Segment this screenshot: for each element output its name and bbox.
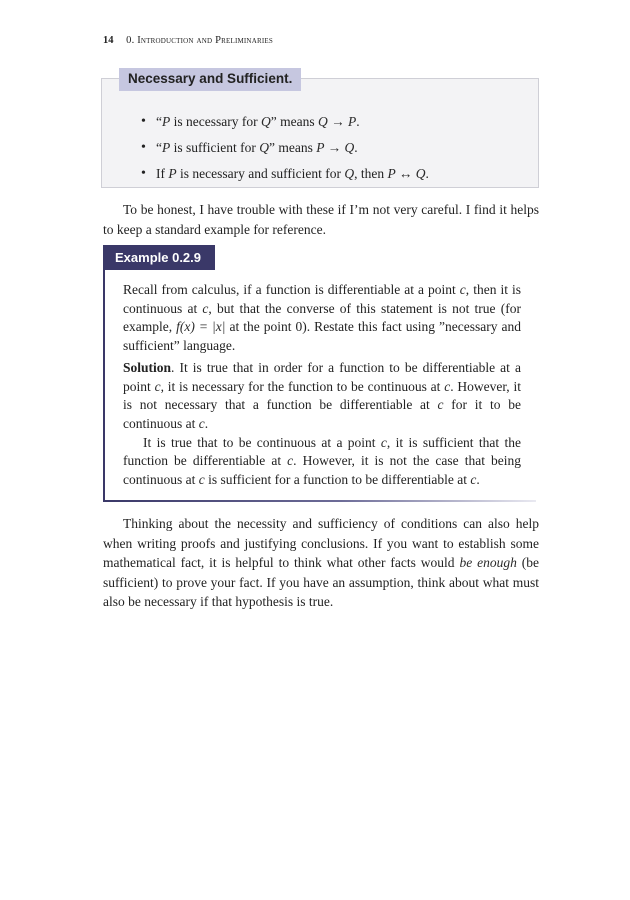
example-prompt: Recall from calculus, if a function is differentiable at a point c, then it is continuous at c, but that the converse of this statement is not true (for example, f(x) = |x| at the point 0). Restate this fact using ”necessary and sufficient” language. bbox=[123, 282, 521, 354]
closing-paragraph: Thinking about the necessity and sufficiency of conditions can also help when writing proofs and justifying conclusions. If you want to establish some mathematical fact, it is helpful to think what other facts would be enough (be sufficient) to prove your fact. If you have an assumption, think about what must also be necessary if that hypothesis is true. bbox=[103, 516, 539, 609]
running-head bbox=[103, 35, 273, 46]
solution-label: Solution bbox=[123, 359, 172, 375]
definition-list bbox=[141, 109, 429, 187]
definition-box-title: Necessary and Sufficient. bbox=[119, 68, 301, 91]
chapter-title: 0. Introduction and Preliminaries bbox=[126, 35, 273, 46]
example-solution: Solution. It is true that in order for a function to be differentiable at a point c, it is necessary for the function to be continuous at c. However, it is not necessary that a function be differentiable at c for it to be continuous at c. bbox=[123, 359, 521, 431]
example-solution-continued: It is true that to be continuous at a point c, it is sufficient that the function be differentiable at c. However, it is not the case that being continuous at c is sufficient for a function to be differentiable at c. bbox=[123, 434, 521, 488]
list-item: • “P is necessary for Q” means Q → P. bbox=[141, 109, 429, 135]
page-number: 14 bbox=[103, 35, 114, 46]
intro-paragraph: To be honest, I have trouble with these if I’m not very careful. I find it helps to keep a standard example for reference. bbox=[103, 202, 539, 237]
example-body bbox=[123, 281, 521, 490]
list-item: • “P is sufficient for Q” means P → Q. bbox=[141, 135, 429, 161]
example-box-rule bbox=[103, 500, 536, 502]
example-label: Example 0.2.9 bbox=[103, 245, 215, 270]
list-item: • If P is necessary and sufficient for Q, then P ↔ Q. bbox=[141, 161, 429, 187]
emphasis: be enough bbox=[459, 555, 517, 570]
